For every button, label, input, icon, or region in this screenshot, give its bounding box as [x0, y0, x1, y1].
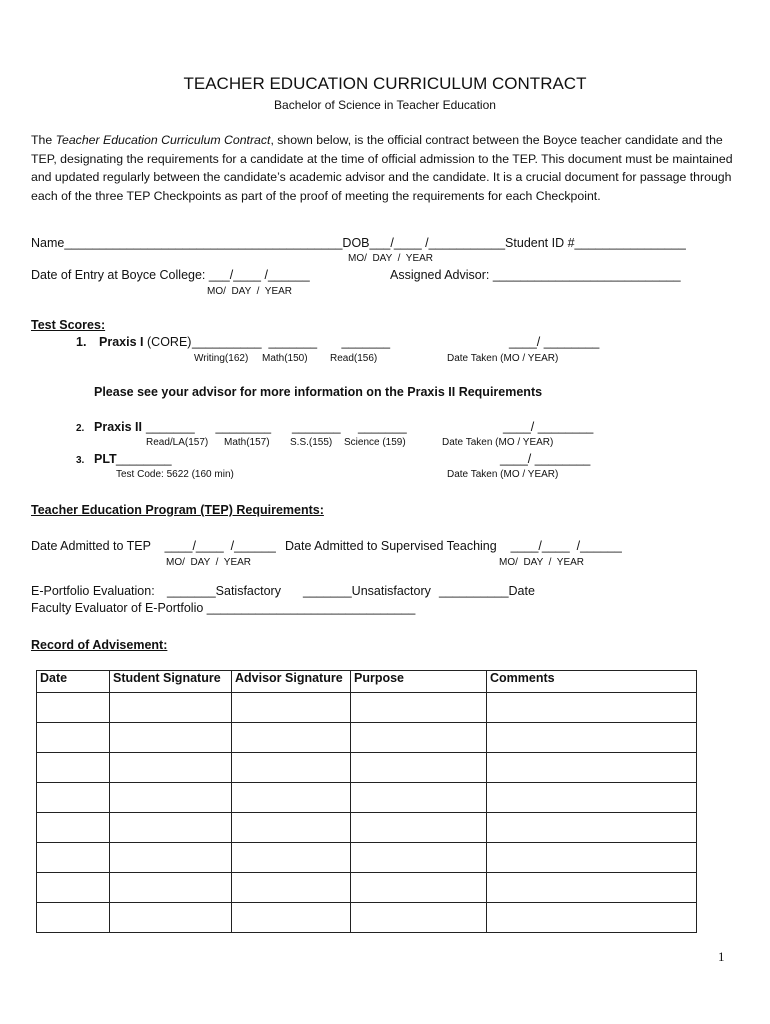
cell-purpose[interactable]	[351, 783, 487, 813]
document-subtitle: Bachelor of Science in Teacher Education	[274, 98, 496, 112]
praxis2-number: 2.	[76, 423, 85, 434]
cell-date[interactable]	[37, 813, 110, 843]
entry-date-line[interactable]: Date of Entry at Boyce College: ___/____ /______	[31, 268, 310, 282]
intro-lead: The	[31, 133, 56, 147]
test-scores-heading: Test Scores:	[31, 318, 106, 332]
cell-student-signature[interactable]	[110, 693, 232, 723]
table-row	[37, 903, 697, 933]
praxis1-read-label: Read(156)	[330, 353, 378, 364]
praxis2-note: Please see your advisor for more information on the Praxis II Requirements	[94, 385, 543, 399]
cell-comments[interactable]	[487, 843, 697, 873]
col-purpose: Purpose	[351, 671, 487, 693]
praxis2-science-label: Science (159)	[344, 437, 406, 448]
intro-italic: Teacher Education Curriculum Contract	[55, 133, 271, 147]
intro-rest: , shown below, is the official contract between the Boyce teacher candidate and the TEP, designating the requirements for a candidate at the time of official admission to the TEP. This document must be maintained and updated regularly between the candidate’s academic advisor and the candidate. It is a crucial document for passage through each of the three TEP Checkpoints as part of the proof of meeting the requirements for each Checkpoint.	[31, 133, 733, 203]
praxis1-number: 1.	[76, 335, 87, 349]
table-row	[37, 723, 697, 753]
cell-comments[interactable]	[487, 723, 697, 753]
tep-admitted-line[interactable]: Date Admitted to TEP ____/____ /______	[31, 539, 276, 553]
cell-advisor-signature[interactable]	[232, 843, 351, 873]
cell-comments[interactable]	[487, 693, 697, 723]
table-row	[37, 783, 697, 813]
table-row	[37, 813, 697, 843]
praxis2-score-blanks[interactable]: _______ ________ _______ _______	[146, 420, 407, 434]
cell-advisor-signature[interactable]	[232, 723, 351, 753]
cell-purpose[interactable]	[351, 843, 487, 873]
praxis2-math-label: Math(157)	[224, 437, 270, 448]
advisement-header-row	[37, 671, 697, 693]
praxis2-label: Praxis II	[94, 420, 142, 434]
plt-score-blank[interactable]: ________	[116, 452, 172, 466]
advisement-table	[36, 670, 697, 933]
plt-label: PLT	[94, 452, 117, 466]
cell-student-signature[interactable]	[110, 873, 232, 903]
cell-student-signature[interactable]	[110, 753, 232, 783]
cell-student-signature[interactable]	[110, 783, 232, 813]
col-advisor-signature: Advisor Signature	[232, 671, 351, 693]
cell-advisor-signature[interactable]	[232, 903, 351, 933]
praxis1-core: (CORE)	[147, 335, 192, 349]
cell-purpose[interactable]	[351, 903, 487, 933]
eportfolio-satisfactory[interactable]: _______Satisfactory	[167, 584, 281, 598]
plt-test-code: Test Code: 5622 (160 min)	[116, 469, 234, 480]
col-student-signature: Student Signature	[110, 671, 232, 693]
cell-date[interactable]	[37, 903, 110, 933]
cell-date[interactable]	[37, 753, 110, 783]
cell-date[interactable]	[37, 723, 110, 753]
entry-format-hint: MO/ DAY / YEAR	[207, 286, 293, 297]
supervised-teaching-line[interactable]: Date Admitted to Supervised Teaching ____/____ /______	[285, 539, 622, 553]
cell-advisor-signature[interactable]	[232, 753, 351, 783]
cell-comments[interactable]	[487, 903, 697, 933]
cell-comments[interactable]	[487, 753, 697, 783]
table-row	[37, 843, 697, 873]
plt-number: 3.	[76, 455, 85, 466]
advisement-heading: Record of Advisement:	[31, 638, 168, 652]
page-number: 1	[718, 949, 725, 964]
praxis1-date-taken-label: Date Taken (MO / YEAR)	[447, 353, 559, 364]
cell-date[interactable]	[37, 873, 110, 903]
intro-paragraph	[31, 131, 737, 205]
cell-purpose[interactable]	[351, 723, 487, 753]
cell-advisor-signature[interactable]	[232, 813, 351, 843]
table-row	[37, 693, 697, 723]
tep-admitted-hint: MO/ DAY / YEAR	[166, 557, 252, 568]
cell-comments[interactable]	[487, 813, 697, 843]
praxis1-date-blank[interactable]: ____/ ________	[509, 335, 600, 349]
cell-advisor-signature[interactable]	[232, 693, 351, 723]
faculty-evaluator-line[interactable]: Faculty Evaluator of E-Portfolio ______________________________	[31, 601, 416, 615]
praxis1-writing-label: Writing(162)	[194, 353, 249, 364]
praxis1-score-blanks[interactable]: __________ _______ _______	[192, 335, 391, 349]
cell-date[interactable]	[37, 693, 110, 723]
dob-format-hint: MO/ DAY / YEAR	[348, 253, 434, 264]
table-row	[37, 873, 697, 903]
cell-student-signature[interactable]	[110, 813, 232, 843]
praxis2-date-blank[interactable]: ____/ ________	[503, 420, 594, 434]
cell-purpose[interactable]	[351, 753, 487, 783]
cell-advisor-signature[interactable]	[232, 873, 351, 903]
praxis1-label: Praxis I	[99, 335, 144, 349]
tep-heading: Teacher Education Program (TEP) Requirements:	[31, 503, 324, 517]
cell-student-signature[interactable]	[110, 723, 232, 753]
cell-purpose[interactable]	[351, 873, 487, 903]
cell-purpose[interactable]	[351, 813, 487, 843]
document-title: TEACHER EDUCATION CURRICULUM CONTRACT	[183, 74, 587, 93]
cell-date[interactable]	[37, 843, 110, 873]
eportfolio-label: E-Portfolio Evaluation:	[31, 584, 155, 598]
plt-date-taken-label: Date Taken (MO / YEAR)	[447, 469, 559, 480]
supervised-hint: MO/ DAY / YEAR	[499, 557, 585, 568]
cell-purpose[interactable]	[351, 693, 487, 723]
col-comments: Comments	[487, 671, 697, 693]
cell-comments[interactable]	[487, 873, 697, 903]
cell-comments[interactable]	[487, 783, 697, 813]
col-date: Date	[37, 671, 110, 693]
name-dob-id-line[interactable]: Name________________________________________DOB___/____ /___________Student ID #________________	[31, 236, 686, 250]
praxis2-date-taken-label: Date Taken (MO / YEAR)	[442, 437, 554, 448]
eportfolio-date[interactable]: __________Date	[439, 584, 535, 598]
cell-student-signature[interactable]	[110, 903, 232, 933]
praxis1-math-label: Math(150)	[262, 353, 308, 364]
cell-student-signature[interactable]	[110, 843, 232, 873]
eportfolio-unsatisfactory[interactable]: _______Unsatisfactory	[303, 584, 431, 598]
table-row	[37, 753, 697, 783]
praxis2-readla-label: Read/LA(157)	[146, 437, 209, 448]
cell-advisor-signature[interactable]	[232, 783, 351, 813]
plt-date-blank[interactable]: ____/ ________	[500, 452, 591, 466]
assigned-advisor-line[interactable]: Assigned Advisor: ___________________________	[390, 268, 681, 282]
cell-date[interactable]	[37, 783, 110, 813]
praxis2-ss-label: S.S.(155)	[290, 437, 333, 448]
